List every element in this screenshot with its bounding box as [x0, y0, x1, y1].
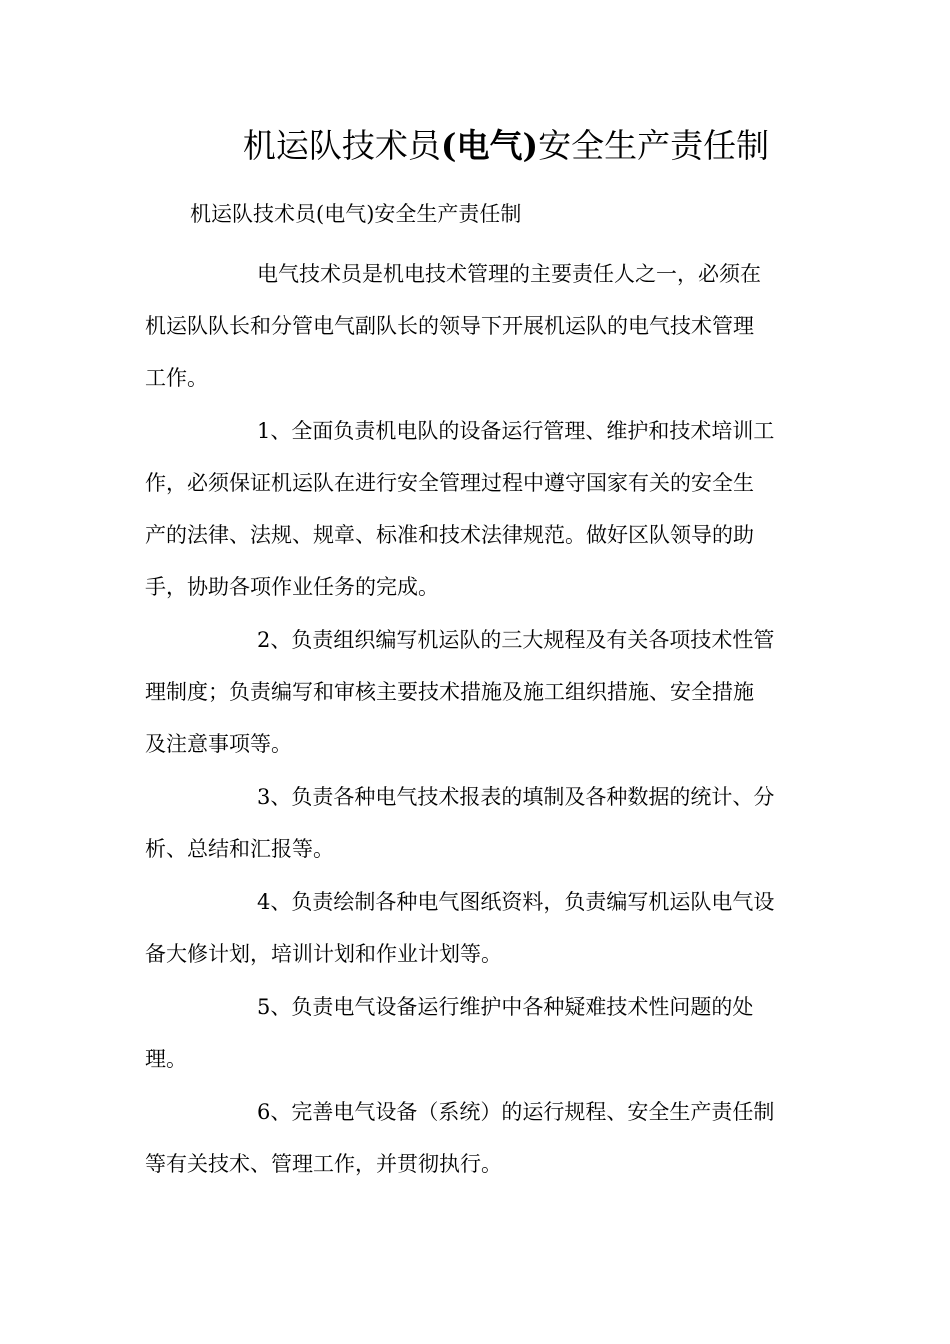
- paragraph-line: 5、负责电气设备运行维护中各种疑难技术性问题的处: [257, 995, 754, 1019]
- paragraph-line: 及注意事项等。: [145, 732, 292, 756]
- title-part-1: 机运队技术员: [242, 126, 441, 165]
- paragraph-line: 1、全面负责机电队的设备运行管理、维护和技术培训工: [257, 419, 775, 443]
- paragraph-line: 3、负责各种电气技术报表的填制及各种数据的统计、分: [257, 785, 775, 809]
- paragraph-item-2: [145, 614, 810, 770]
- paragraph-line: 备大修计划，培训计划和作业计划等。: [145, 942, 502, 966]
- paragraph-intro: [145, 248, 810, 404]
- title-part-3: 安全生产责任制: [538, 126, 770, 165]
- document-subtitle: 机运队技术员(电气)安全生产责任制: [190, 202, 522, 226]
- paragraph-line: 等有关技术、管理工作，并贯彻执行。: [145, 1152, 502, 1176]
- paragraph-line: 工作。: [145, 366, 208, 390]
- paragraph-item-4: [145, 876, 810, 980]
- paragraph-item-6: [145, 1086, 810, 1190]
- paragraph-item-1: [145, 405, 810, 613]
- paragraph-line: 2、负责组织编写机运队的三大规程及有关各项技术性管: [257, 628, 775, 652]
- paragraph-line: 析、总结和汇报等。: [145, 837, 334, 861]
- document-body: [145, 248, 810, 1191]
- paragraph-line: 4、负责绘制各种电气图纸资料，负责编写机运队电气设: [257, 890, 775, 914]
- paragraph-item-5: [145, 981, 810, 1085]
- document-title: [0, 124, 950, 168]
- paragraph-line: 机运队队长和分管电气副队长的领导下开展机运队的电气技术管理: [145, 314, 754, 338]
- paragraph-line: 作，必须保证机运队在进行安全管理过程中遵守国家有关的安全生: [145, 471, 754, 495]
- paragraph-line: 理。: [145, 1047, 187, 1071]
- paragraph-line: 6、完善电气设备（系统）的运行规程、安全生产责任制: [257, 1100, 775, 1124]
- paragraph-item-3: [145, 771, 810, 875]
- title-part-2: (电气): [440, 126, 539, 165]
- paragraph-line: 产的法律、法规、规章、标准和技术法律规范。做好区队领导的助: [145, 523, 754, 547]
- paragraph-line: 理制度；负责编写和审核主要技术措施及施工组织措施、安全措施: [145, 680, 754, 704]
- paragraph-line: 电气技术员是机电技术管理的主要责任人之一，必须在: [257, 262, 761, 286]
- paragraph-line: 手，协助各项作业任务的完成。: [145, 575, 439, 599]
